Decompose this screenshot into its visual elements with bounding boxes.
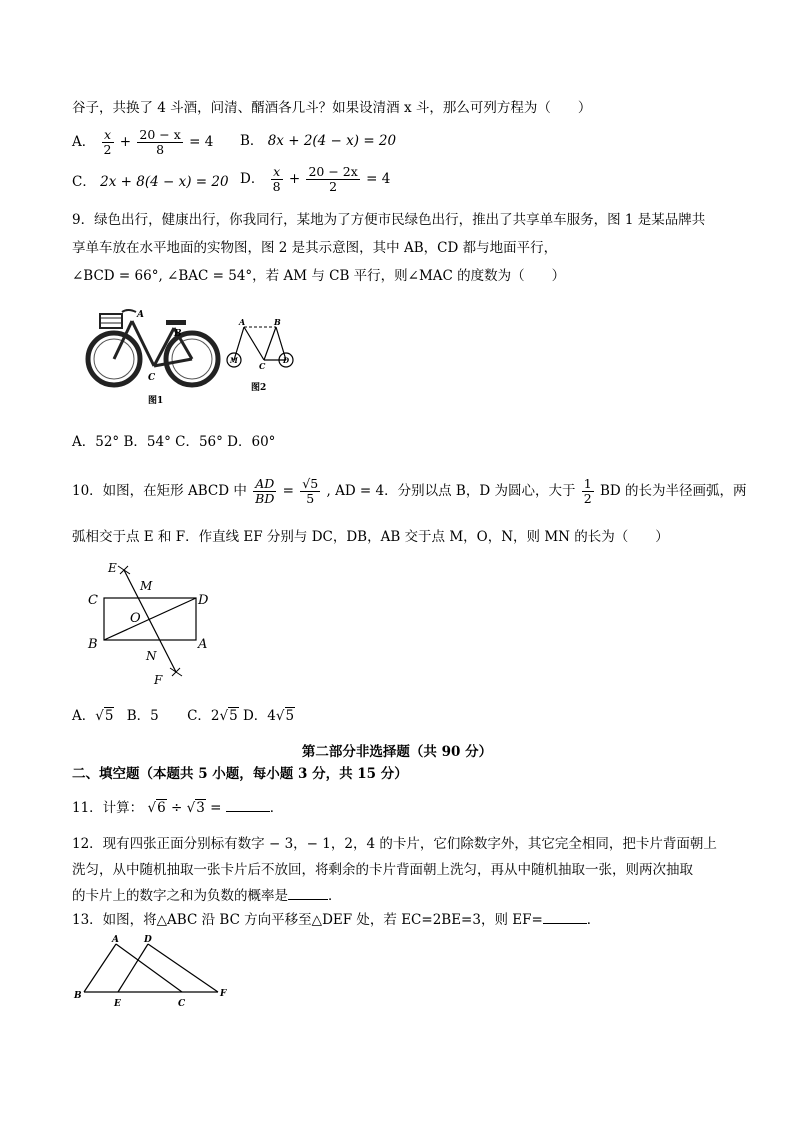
q13-line1 (72, 910, 600, 930)
text: ． (328, 888, 342, 904)
operator: ÷ (166, 800, 187, 816)
label-d: D (144, 935, 152, 945)
label-o: O (130, 611, 141, 626)
option-label: D． (240, 171, 265, 187)
option-b: B．5 (126, 708, 159, 724)
segment-ab (84, 944, 116, 992)
q10-options (72, 706, 295, 726)
label-n: N (146, 649, 157, 663)
fig2-label-c: C (259, 361, 266, 371)
radicand: 5 (229, 708, 238, 724)
sqrt: √6 (147, 800, 166, 816)
radicand: 5 (285, 708, 295, 724)
option-label: B． (240, 133, 264, 149)
segment-ac (244, 327, 264, 360)
handlebar (122, 310, 136, 312)
denominator: 2 (583, 491, 592, 506)
q11 (72, 798, 283, 818)
q8-option-a (72, 128, 213, 157)
fig2-label-a: A (239, 317, 246, 327)
label-c: C (178, 999, 186, 1009)
operator: + (288, 171, 301, 187)
label-f: F (220, 989, 227, 999)
q9-line3: ∠BCD = 66°, ∠BAC = 54°，若 AM 与 CB 平行，则∠MAC 的度数为（ ） (72, 268, 566, 284)
translated-triangles-figure (74, 934, 234, 1010)
fraction (271, 165, 283, 194)
segment-bc (264, 327, 276, 360)
label-e: E (114, 999, 121, 1009)
option-label: C． (72, 174, 96, 190)
text: ． (269, 800, 284, 816)
arc-mark-f (170, 668, 182, 676)
fig1-label-c: C (148, 373, 156, 383)
numerator: AD (253, 477, 276, 492)
operator: = (282, 483, 294, 499)
text: ． (586, 912, 601, 928)
text: 13．如图，将△ABC 沿 BC 方向平移至△DEF 处，若 EC=2BE=3，则 EF= (72, 912, 543, 928)
fraction (300, 477, 320, 506)
denominator: BD (255, 491, 275, 506)
sqrt: √3 (186, 800, 205, 816)
denominator: 8 (272, 179, 281, 194)
radicand: 5 (104, 708, 114, 724)
option-a: A． (72, 708, 96, 724)
q8-option-d (240, 165, 390, 194)
fraction (306, 165, 359, 194)
sqrt: √5 (219, 708, 238, 724)
numerator: 20 − 2x (308, 164, 358, 179)
segment-df (148, 944, 218, 992)
label-b: B (88, 637, 98, 652)
q8-option-b (240, 131, 396, 151)
segment-de (118, 944, 148, 992)
denominator: 2 (329, 179, 338, 194)
diagonal-bd (104, 598, 196, 640)
label-e: E (108, 561, 117, 575)
numerator: √5 (302, 476, 319, 491)
numerator: x (271, 165, 283, 180)
radicand: 6 (157, 800, 166, 816)
saddle (166, 320, 186, 325)
part2-heading: 第二部分非选择题（共 90 分） (301, 744, 493, 760)
rhs: = 4 (366, 171, 391, 187)
radicand: 3 (196, 800, 205, 816)
q12-line1: 12．现有四张正面分别标有数字 − 3，− 1，2，4 的卡片，它们除数字外，其它完全相同，把卡片背面朝上 (72, 836, 717, 852)
fraction (253, 477, 276, 506)
q8-stem-tail: 谷子，共换了 4 斗酒，问清、醑酒各几斗？如果设清酒 x 斗，那么可列方程为（ ） (72, 100, 592, 116)
denominator: 2 (103, 142, 112, 157)
sqrt: √5 (275, 708, 295, 724)
answer-blank[interactable] (226, 811, 270, 812)
label-c: C (88, 593, 98, 608)
equation: 8x + 2(4 − x) = 20 (267, 133, 397, 149)
fraction (582, 477, 594, 506)
label-m: M (140, 579, 153, 593)
section-heading: 二、填空题（本题共 5 小题，每小题 3 分，共 15 分） (72, 766, 408, 782)
option-label: A． (72, 134, 96, 150)
sqrt: √5 (95, 708, 114, 724)
label-a: A (112, 935, 119, 945)
q8-option-c (72, 172, 229, 192)
q9-options: A．52° B．54° C．56° D．60° (72, 434, 276, 450)
bicycle-schematic-figure (224, 316, 304, 396)
fig1-label-m: M (110, 367, 120, 377)
fraction (137, 128, 182, 157)
fig2-caption: 图2 (251, 383, 267, 393)
q10-line1 (72, 477, 747, 506)
fraction (102, 128, 114, 157)
answer-blank[interactable] (288, 899, 328, 900)
basket (100, 314, 122, 328)
fig1-label-a: A (137, 310, 144, 320)
denominator: 5 (306, 491, 315, 506)
rhs: = 4 (189, 134, 214, 150)
fig1-caption: 图1 (148, 396, 164, 406)
fig2-label-b: B (274, 317, 281, 327)
operator: + (119, 134, 132, 150)
rectangle-construction-figure (84, 560, 224, 690)
arc-mark-e (118, 566, 130, 574)
fig2-label-m: M (230, 356, 238, 365)
q12-line3 (72, 886, 342, 906)
denominator: 8 (156, 142, 165, 157)
label-a: A (198, 637, 208, 652)
q9-line2: 享单车放在水平地面的实物图，图 2 是其示意图，其中 AB，CD 都与地面平行， (72, 240, 558, 256)
q10-line2: 弧相交于点 E 和 F．作直线 EF 分别与 DC，DB，AB 交于点 M，O，N，则 MN 的长为（ ） (72, 529, 669, 545)
option-c: C．2 (187, 708, 220, 724)
numerator: 1 (583, 476, 592, 491)
label-b: B (74, 991, 82, 1001)
text: 的卡片上的数字之和为负数的概率是 (72, 888, 288, 904)
numerator: x (102, 128, 114, 143)
numerator: 20 − x (139, 127, 181, 142)
label-f: F (154, 673, 163, 687)
text: BD 的长为半径画弧，两 (600, 483, 747, 499)
segment-ac (116, 944, 182, 992)
label-d: D (198, 593, 209, 608)
fig1-label-b: B (174, 329, 182, 339)
equation: 2x + 8(4 − x) = 20 (100, 174, 229, 190)
q12-line2: 洗匀，从中随机抽取一张卡片后不放回，将剩余的卡片背面朝上洗匀，再从中随机抽取一张，则两次抽取 (72, 862, 693, 878)
text: 10．如图，在矩形 ABCD 中 (72, 483, 247, 499)
operator: = (205, 800, 222, 816)
bicycle-photo-figure (86, 306, 226, 406)
fig2-label-d: D (283, 356, 290, 365)
option-d: D．4 (242, 708, 276, 724)
answer-blank[interactable] (543, 923, 587, 924)
text: 11．计算： (72, 800, 144, 816)
text: , AD = 4．分别以点 B，D 为圆心，大于 (326, 483, 576, 499)
q9-line1: 9．绿色出行，健康出行，你我同行，某地为了方便市民绿色出行，推出了共享单车服务，图 1 是某品牌共 (72, 212, 706, 228)
